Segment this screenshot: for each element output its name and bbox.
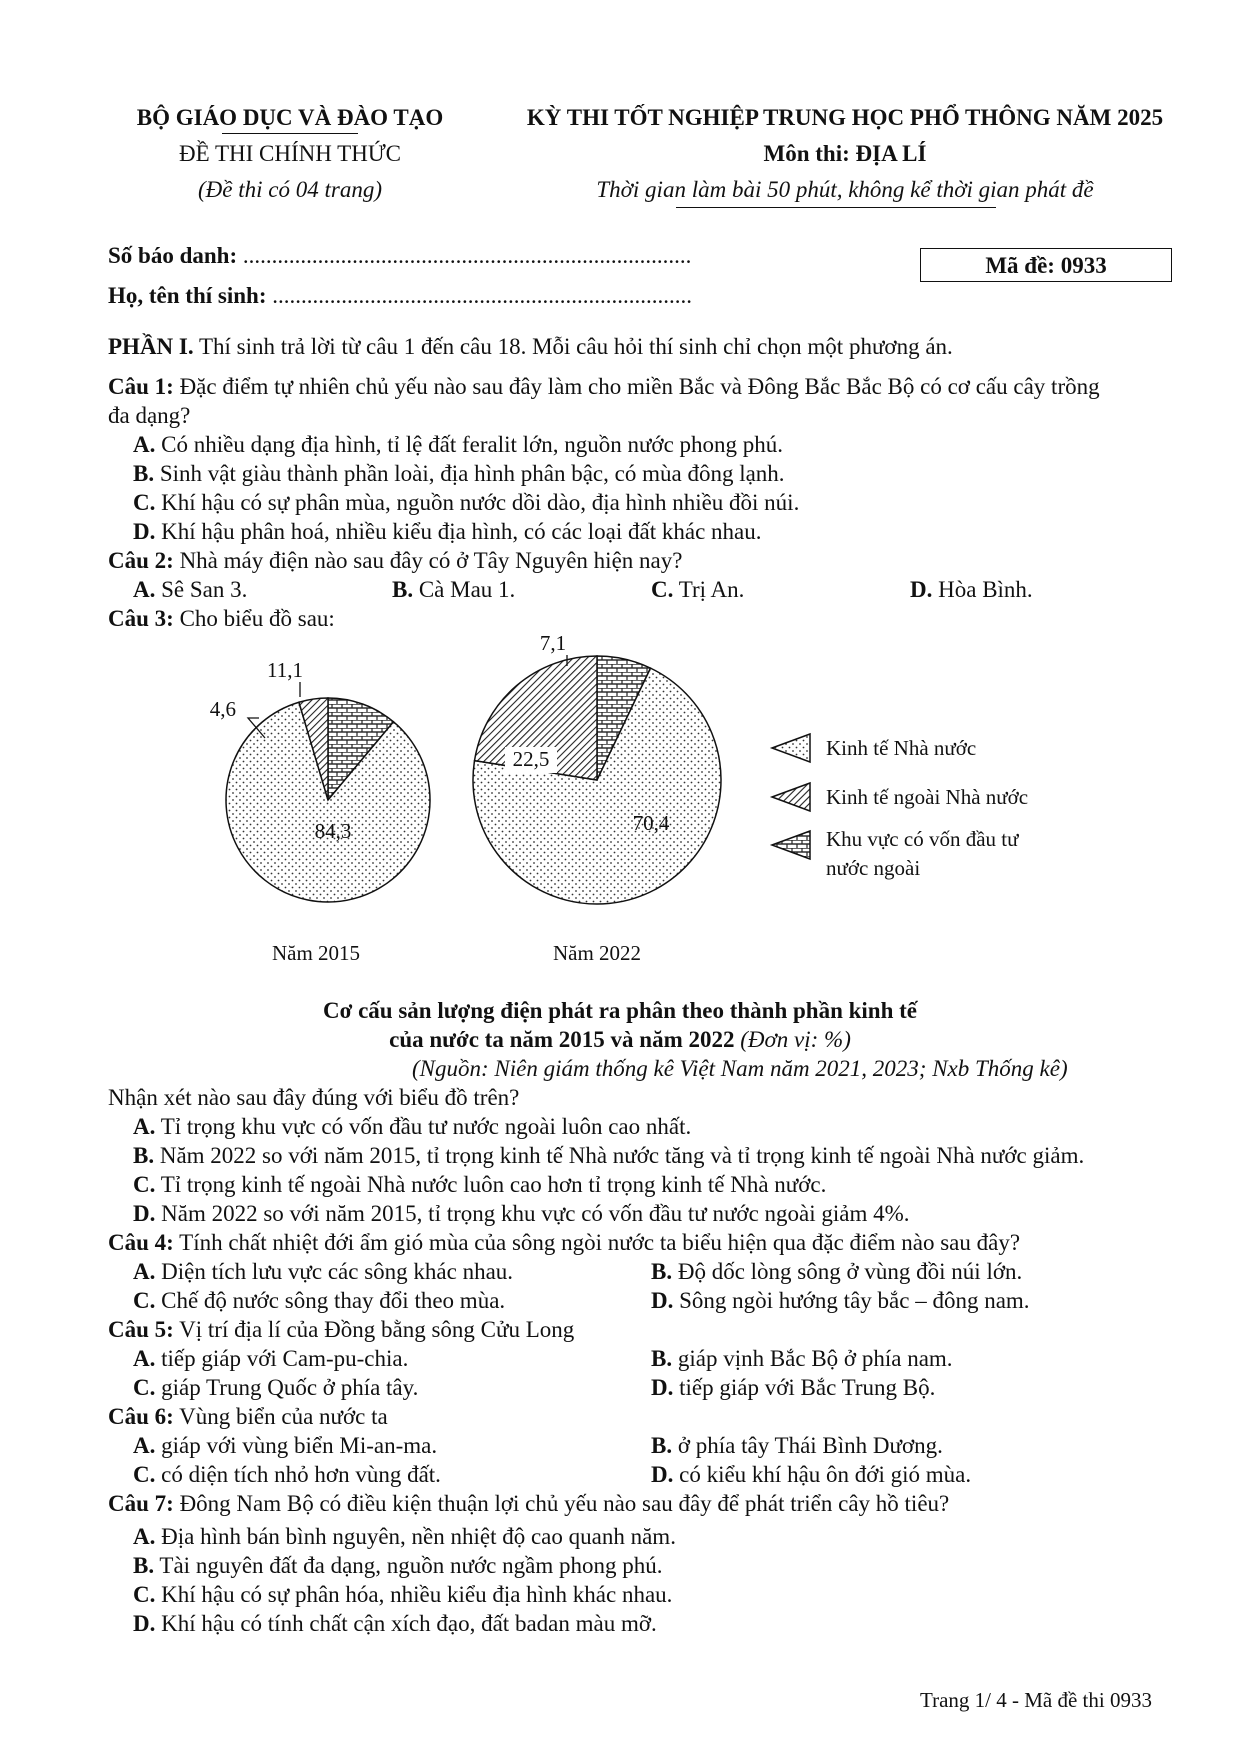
q7-option-d: D. Khí hậu có tính chất cận xích đạo, đất badan màu mỡ. bbox=[133, 1611, 657, 1636]
legend-swatch-foreign-invested bbox=[772, 831, 810, 859]
pie-0-year-label: Năm 2015 bbox=[271, 941, 361, 965]
pie-1-value-label-non-state: 22,5 bbox=[512, 747, 550, 771]
q6-option-c: C. có diện tích nhỏ hơn vùng đất. bbox=[133, 1462, 441, 1487]
q2-stem: Câu 2: Nhà máy điện nào sau đây có ở Tây Nguyên hiện nay? bbox=[108, 548, 683, 573]
q3-stem: Câu 3: Cho biểu đồ sau: bbox=[108, 606, 335, 631]
page-count: (Đề thi có 04 trang) bbox=[198, 177, 382, 202]
q7-option-a: A. Địa hình bán bình nguyên, nền nhiệt độ cao quanh năm. bbox=[133, 1524, 676, 1549]
q5-option-d: D. tiếp giáp với Bắc Trung Bộ. bbox=[651, 1375, 936, 1400]
pie-1-value-label-foreign-invested: 7,1 bbox=[539, 631, 567, 655]
q1-stem-cont: đa dạng? bbox=[108, 403, 191, 428]
legend-label-foreign-invested: Khu vực có vốn đầu tư bbox=[826, 827, 1019, 851]
q3-option-c: C. Tỉ trọng kinh tế ngoài Nhà nước luôn cao hơn tỉ trọng kinh tế Nhà nước. bbox=[133, 1172, 827, 1197]
q3-option-a: A. Tỉ trọng khu vực có vốn đầu tư nước ngoài luôn cao nhất. bbox=[133, 1114, 692, 1139]
q1-option-a: A. Có nhiều dạng địa hình, tỉ lệ đất feralit lớn, nguồn nước phong phú. bbox=[133, 432, 784, 457]
q5-option-a: A. tiếp giáp với Cam-pu-chia. bbox=[133, 1346, 409, 1371]
legend-swatch-non-state bbox=[772, 783, 810, 811]
page-footer: Trang 1/ 4 - Mã đề thi 0933 bbox=[920, 1688, 1152, 1712]
chart-title-line2: của nước ta năm 2015 và năm 2022 (Đơn vị: %) bbox=[389, 1027, 851, 1052]
q3-option-b: B. Năm 2022 so với năm 2015, tỉ trọng kinh tế Nhà nước tăng và tỉ trọng kinh tế ngoài Nhà nước giảm. bbox=[133, 1143, 1085, 1168]
candidate-number-field: Số báo danh: .............................................................................. bbox=[108, 243, 692, 268]
q5-stem: Câu 5: Vị trí địa lí của Đồng bằng sông Cửu Long bbox=[108, 1317, 575, 1342]
q4-stem: Câu 4: Tính chất nhiệt đới ẩm gió mùa của sông ngòi nước ta biểu hiện qua đặc điểm nào sau đây? bbox=[108, 1230, 1021, 1255]
q5-option-c: C. giáp Trung Quốc ở phía tây. bbox=[133, 1375, 419, 1400]
q7-option-c: C. Khí hậu có sự phân hóa, nhiều kiểu địa hình khác nhau. bbox=[133, 1582, 673, 1607]
legend-label-state-owned: Kinh tế Nhà nước bbox=[826, 736, 977, 760]
chart-title-line1: Cơ cấu sản lượng điện phát ra phân theo thành phần kinh tế bbox=[322, 998, 917, 1023]
subject-line: Môn thi: ĐỊA LÍ bbox=[763, 141, 927, 166]
ministry-name: BỘ GIÁO DỤC VÀ ĐÀO TẠO bbox=[136, 105, 444, 130]
q4-option-d: D. Sông ngòi hướng tây bắc – đông nam. bbox=[651, 1288, 1030, 1313]
exam-title: KỲ THI TỐT NGHIỆP TRUNG HỌC PHỔ THÔNG NĂM 2025 bbox=[526, 105, 1164, 130]
official-label: ĐỀ THI CHÍNH THỨC bbox=[178, 141, 402, 166]
q2-option-a: A. Sê San 3. bbox=[133, 577, 248, 602]
legend-label-non-state: Kinh tế ngoài Nhà nước bbox=[826, 785, 1029, 809]
q1-option-b: B. Sinh vật giàu thành phần loài, địa hình phân bậc, có mùa đông lạnh. bbox=[133, 461, 785, 486]
pie-1-year-label: Năm 2022 bbox=[552, 941, 642, 965]
q3-question: Nhận xét nào sau đây đúng với biểu đồ trên? bbox=[108, 1085, 520, 1110]
q7-stem: Câu 7: Đông Nam Bộ có điều kiện thuận lợi chủ yếu nào sau đây để phát triển cây hồ tiêu? bbox=[108, 1491, 950, 1516]
chart-source: (Nguồn: Niên giám thống kê Việt Nam năm 2021, 2023; Nxb Thống kê) bbox=[412, 1056, 1068, 1081]
q6-option-d: D. có kiểu khí hậu ôn đới gió mùa. bbox=[651, 1462, 972, 1487]
pie-0-value-label-state-owned: 84,3 bbox=[314, 819, 352, 843]
pie-0-value-label-foreign-invested: 11,1 bbox=[267, 658, 303, 682]
q1-option-c: C. Khí hậu có sự phân mùa, nguồn nước dồi dào, địa hình nhiều đồi núi. bbox=[133, 490, 800, 515]
candidate-name-field: Họ, tên thí sinh: ......................................................................... bbox=[108, 283, 692, 308]
q6-stem: Câu 6: Vùng biển của nước ta bbox=[108, 1404, 388, 1429]
pie-1-value-label-state-owned: 70,4 bbox=[632, 811, 670, 835]
legend-swatch-state-owned bbox=[772, 734, 810, 762]
legend-label-foreign-invested-cont: nước ngoài bbox=[826, 856, 921, 880]
pie-0-value-label-non-state: 4,6 bbox=[209, 697, 236, 721]
q5-option-b: B. giáp vịnh Bắc Bộ ở phía nam. bbox=[651, 1346, 953, 1371]
q4-option-a: A. Diện tích lưu vực các sông khác nhau. bbox=[133, 1259, 514, 1284]
q1-option-d: D. Khí hậu phân hoá, nhiều kiểu địa hình, có các loại đất khác nhau. bbox=[133, 519, 762, 544]
q7-option-b: B. Tài nguyên đất đa dạng, nguồn nước ngầm phong phú. bbox=[133, 1553, 663, 1578]
q3-option-d: D. Năm 2022 so với năm 2015, tỉ trọng khu vực có vốn đầu tư nước ngoài giảm 4%. bbox=[133, 1201, 910, 1226]
q1-stem: Câu 1: Đặc điểm tự nhiên chủ yếu nào sau đây làm cho miền Bắc và Đông Bắc Bắc Bộ có cơ cấu cây trồng bbox=[108, 374, 1100, 399]
part1-instruction: PHẦN I. Thí sinh trả lời từ câu 1 đến câu 18. Mỗi câu hỏi thí sinh chỉ chọn một phương án. bbox=[108, 334, 953, 359]
q2-option-b: B. Cà Mau 1. bbox=[392, 577, 516, 602]
q4-option-c: C. Chế độ nước sông thay đổi theo mùa. bbox=[133, 1288, 506, 1313]
exam-code: Mã đề: 0933 bbox=[985, 253, 1107, 278]
q6-option-b: B. ở phía tây Thái Bình Dương. bbox=[651, 1433, 943, 1458]
q4-option-b: B. Độ dốc lòng sông ở vùng đồi núi lớn. bbox=[651, 1259, 1023, 1284]
q6-option-a: A. giáp với vùng biển Mi-an-ma. bbox=[133, 1433, 438, 1458]
q2-option-d: D. Hòa Bình. bbox=[910, 577, 1033, 602]
time-limit: Thời gian làm bài 50 phút, không kể thời gian phát đề bbox=[596, 177, 1094, 202]
q2-option-c: C. Trị An. bbox=[651, 577, 745, 602]
